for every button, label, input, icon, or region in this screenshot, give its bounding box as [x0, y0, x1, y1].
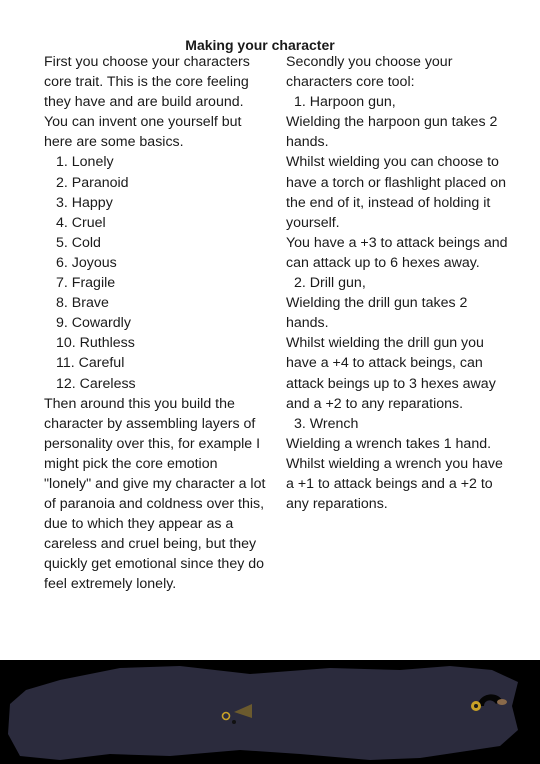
- cave-illustration: [0, 660, 540, 764]
- tool-name-harpoon: 1. Harpoon gun,: [294, 94, 396, 111]
- page-title: Making your character: [185, 37, 335, 53]
- tool-line: Wielding the harpoon gun takes 2 hands.: [286, 114, 498, 151]
- trait-item: 7. Fragile: [56, 275, 116, 292]
- core-trait-intro: First you choose your characters core trait. This is the core feeling they have and are build around. You can invent one yourself but here are some basics.: [44, 54, 250, 151]
- tool-line: Wielding a wrench takes 1 hand.: [286, 435, 492, 452]
- cave-footer-illustration: [0, 660, 540, 764]
- trait-item: 4. Cruel: [56, 214, 106, 231]
- cave-shape: [8, 666, 518, 760]
- trait-item: 3. Happy: [56, 194, 113, 211]
- left-column: [44, 52, 266, 595]
- trait-item: 8. Brave: [56, 295, 109, 312]
- trait-item: 2. Paranoid: [56, 174, 129, 191]
- tool-line: Whilst wielding you can choose to have a torch or flashlight placed on the end of it, instead of holding it yourself.: [286, 154, 507, 231]
- character-marker: [232, 720, 236, 724]
- tool-line: You have a +3 to attack beings and can attack up to 6 hexes away.: [286, 234, 508, 271]
- right-column: [286, 52, 510, 514]
- light-orb-core: [474, 704, 478, 708]
- trait-item: 1. Lonely: [56, 154, 114, 171]
- personality-layers-text: Then around this you build the character by assembling layers of personality over this, for example I might pick the core emotion "lonely" and give my character a lot of paranoia and coldness over this, due to which they appear as a careless and cruel being, but they quickly get emotional since they do feel extremely lonely.: [44, 395, 266, 593]
- trait-item: 9. Cowardly: [56, 315, 131, 332]
- tool-name-wrench: 3. Wrench: [294, 415, 359, 432]
- rock-icon: [497, 699, 507, 705]
- tool-line: Wielding the drill gun takes 2 hands.: [286, 295, 468, 332]
- trait-item: 12. Careless: [56, 375, 136, 392]
- trait-item: 6. Joyous: [56, 254, 117, 271]
- trait-list: [44, 152, 266, 393]
- tool-line: Whilst wielding the drill gun you have a +4 to attack beings, can attack beings up to 3 hexes away and a +2 to any reparations.: [286, 335, 496, 412]
- core-tool-intro: Secondly you choose your characters core tool:: [286, 54, 453, 91]
- tool-name-drill: 2. Drill gun,: [294, 275, 366, 292]
- trait-item: 11. Careful: [56, 355, 125, 372]
- tool-line: Whilst wielding a wrench you have a +1 to attack beings and a +2 to any reparations.: [286, 455, 503, 513]
- trait-item: 10. Ruthless: [56, 335, 135, 352]
- trait-item: 5. Cold: [56, 234, 101, 251]
